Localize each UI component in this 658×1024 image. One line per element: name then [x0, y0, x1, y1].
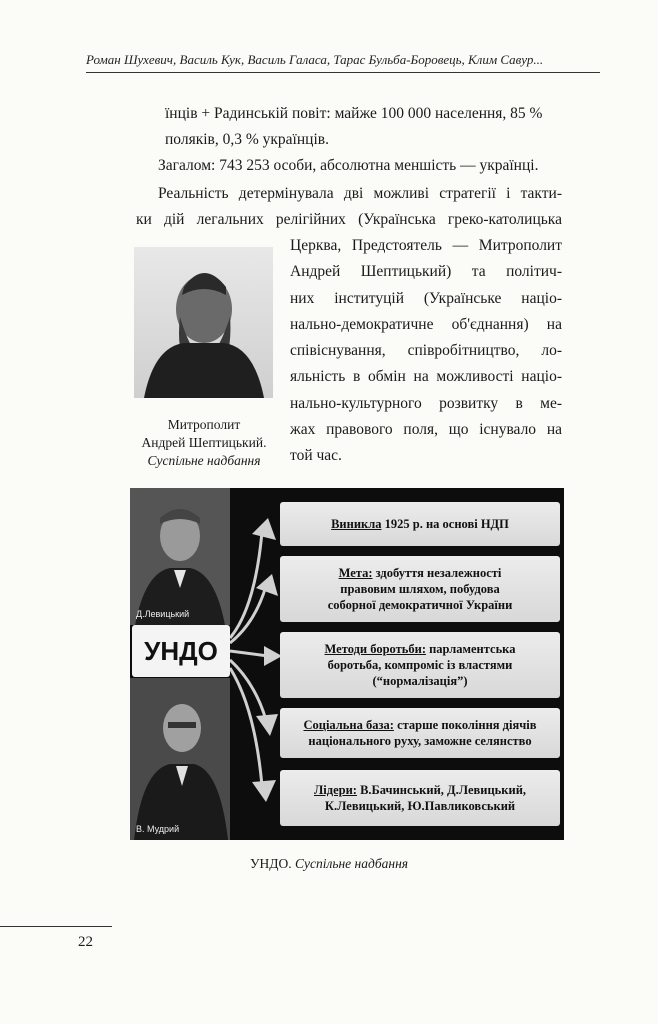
undo-diagram — [130, 488, 564, 840]
wrap-line: Церква, Предстоятель — Митрополит — [290, 237, 562, 254]
wrap-line: нально-культурного розвитку в ме- — [290, 395, 562, 412]
caption-line: Митрополит — [167, 417, 241, 432]
diagram-box-leaders: Лідери: В.Бачинський, Д.Левицький, К.Левицький, Ю.Павликовський — [280, 770, 560, 826]
body-line: їнців + Радинській повіт: майже 100 000 населення, 85 % — [165, 105, 543, 122]
page-number: 22 — [78, 934, 93, 950]
figure-caption: УНДО. Суспільне надбання — [249, 856, 409, 871]
running-head: Роман Шухевич, Василь Кук, Василь Галаса, Тарас Бульба-Боровець, Клим Савур... — [86, 52, 544, 67]
body-line: Загалом: 743 253 особи, абсолютна меншість — українці. — [158, 157, 539, 174]
caption-credit: Суспільне надбання — [147, 453, 261, 468]
diagram-box-founded: Виникла 1925 р. на основі НДП — [280, 502, 560, 546]
wrap-line: жах правового поля, що існувало на — [290, 421, 562, 438]
portrait-silhouette-icon — [134, 247, 273, 398]
undo-center-label: УНДО — [132, 625, 230, 677]
wrap-line: яльність в обмін на можливості націо- — [290, 368, 562, 385]
wrap-line: Андрей Шептицький) та політич- — [290, 263, 562, 280]
sheptytsky-photo — [134, 247, 273, 398]
footer-rule — [0, 926, 112, 927]
header-rule — [86, 72, 600, 73]
wrap-line: нально-демократичне об'єднання) на — [290, 316, 562, 333]
wrap-line: них інституцій (Українське націо- — [290, 290, 562, 307]
portrait-label: В. Мудрий — [136, 824, 180, 834]
diagram-box-goal: Мета: здобуття незалежності правовим шляхом, побудова соборної демократичної України — [280, 556, 560, 622]
wrap-line: той час. — [290, 447, 342, 464]
body-line: ки дій легальних релігійних (Українська греко-католицька — [136, 211, 562, 228]
wrap-line: співіснування, співробітництво, ло- — [290, 342, 562, 359]
caption-line: Андрей Шептицький. — [141, 435, 267, 450]
body-line: Реальність детермінувала дві можливі стратегії і такти- — [158, 185, 562, 202]
photo-caption — [124, 416, 284, 470]
portrait-label: Д.Левицький — [136, 609, 190, 619]
diagram-box-social-base: Соціальна база: старше покоління діячів національного руху, заможне селянство — [280, 708, 560, 758]
body-line: поляків, 0,3 % українців. — [165, 131, 329, 148]
diagram-box-methods: Методи боротьби: парламентська боротьба, компроміс із властями (“нормалізація”) — [280, 632, 560, 698]
